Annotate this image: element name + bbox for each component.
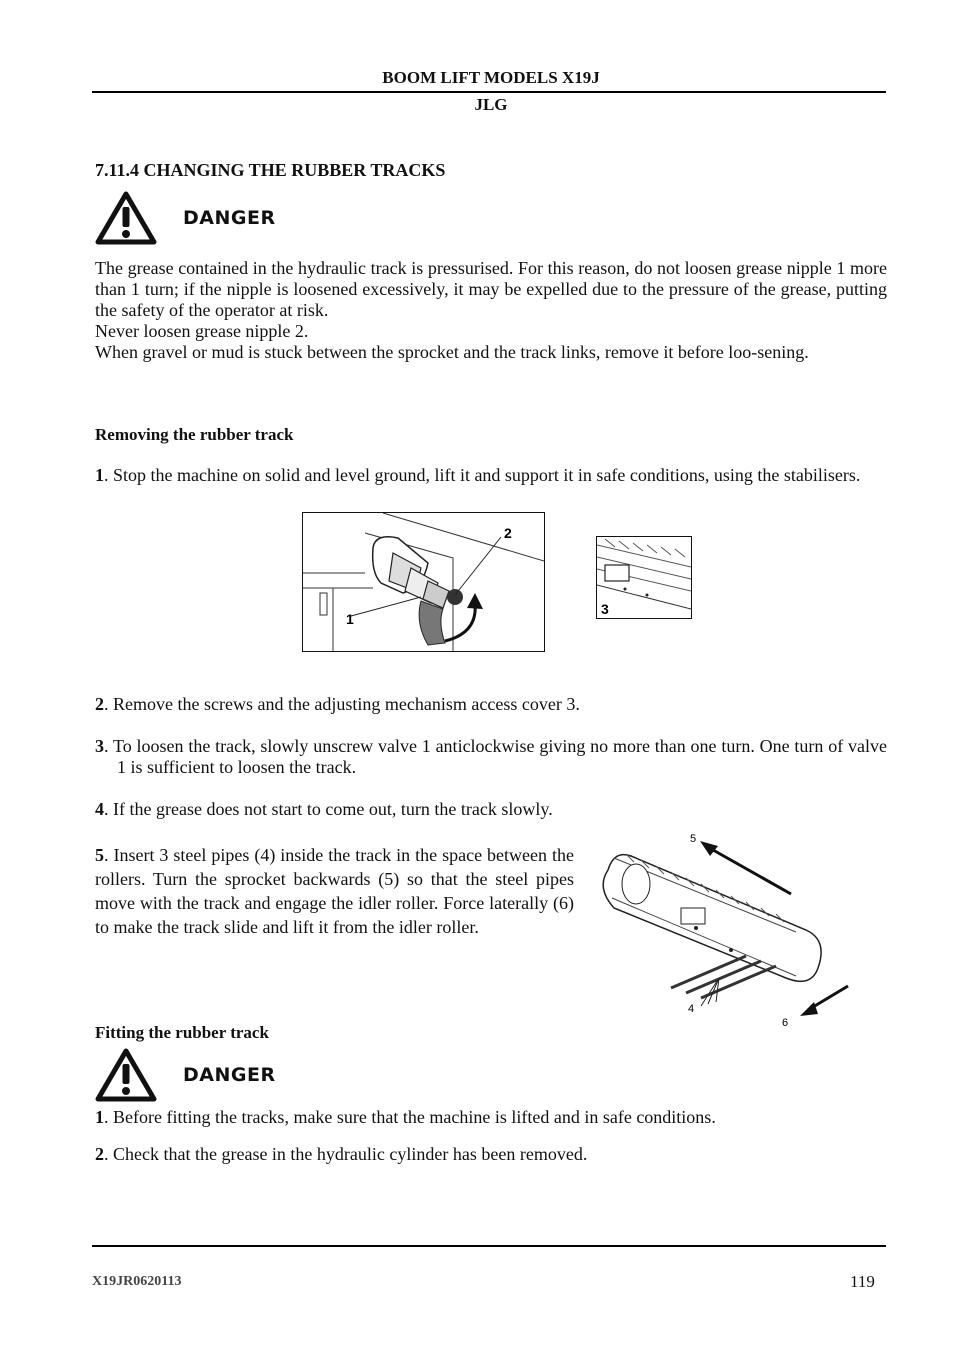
step-number: 2 (95, 694, 104, 714)
callout-5: 5 (690, 833, 697, 845)
step-fit-1 (95, 1107, 887, 1128)
header-title: BOOM LIFT MODELS X19J (382, 68, 600, 87)
step-remove-5 (95, 843, 574, 939)
callout-2: 2 (504, 525, 512, 541)
header-brand: JLG (474, 95, 508, 114)
callout-3: 3 (601, 601, 609, 617)
step-number: 1 (95, 1107, 104, 1127)
step-text: . Stop the machine on solid and level ground, lift it and support it in safe conditions, using the stabilisers. (104, 465, 861, 485)
step-number: 2 (95, 1144, 104, 1164)
step-text: . Before fitting the tracks, make sure that the machine is lifted and in safe conditions. (104, 1107, 716, 1127)
danger-line-3: When gravel or mud is stuck between the sprocket and the track links, remove it before loo-sening. (95, 342, 809, 362)
step-fit-2 (95, 1144, 887, 1165)
danger-line-1: The grease contained in the hydraulic track is pressurised. For this reason, do not loosen grease nipple 1 more than 1 turn; if the nipple is loosened excessively, it may be expelled due to the pressure of the grease, putting the safety of the operator at risk. (95, 258, 887, 320)
step-text: . Remove the screws and the adjusting mechanism access cover 3. (104, 694, 580, 714)
step-number: 1 (95, 465, 104, 485)
step-remove-1 (95, 465, 887, 486)
danger-label: DANGER (183, 207, 276, 229)
callout-1: 1 (346, 611, 354, 627)
grease-nipple-figure (302, 512, 545, 652)
step-remove-4 (95, 799, 887, 820)
step-number: 3 (95, 736, 104, 756)
access-cover-figure (596, 536, 692, 619)
step-remove-3 (95, 736, 887, 778)
step-text: . If the grease does not start to come out, turn the track slowly. (104, 799, 553, 819)
danger-line-2: Never loosen grease nipple 2. (95, 321, 309, 341)
warning-triangle-icon (95, 1048, 157, 1102)
page-number: 119 (850, 1272, 875, 1291)
footer-rule (92, 1245, 886, 1247)
fitting-title: Fitting the rubber track (95, 1023, 269, 1042)
callout-4: 4 (688, 1003, 695, 1015)
warning-triangle-icon (95, 191, 157, 245)
track-pipes-figure (596, 828, 866, 1032)
step-text: . To loosen the track, slowly unscrew valve 1 anticlockwise giving no more than one turn. One turn of valve 1 is sufficient to loosen the track. (104, 736, 887, 777)
step-number: 5 (95, 845, 104, 865)
danger-text (95, 258, 887, 363)
callout-6: 6 (782, 1017, 789, 1029)
removing-title: Removing the rubber track (95, 425, 294, 444)
step-text: . Check that the grease in the hydraulic cylinder has been removed. (104, 1144, 588, 1164)
step-text: . Insert 3 steel pipes (4) inside the track in the space between the rollers. Turn the sprocket backwards (5) so that the steel pipes move with the track and engage the idler roller. Force laterally (6) to make the track slide and lift it from the idler roller. (95, 845, 574, 937)
header-rule (92, 91, 886, 93)
danger-label: DANGER (183, 1064, 276, 1086)
document-code: X19JR0620113 (92, 1274, 182, 1289)
step-remove-2 (95, 694, 887, 715)
section-title: 7.11.4 CHANGING THE RUBBER TRACKS (95, 160, 446, 180)
step-number: 4 (95, 799, 104, 819)
